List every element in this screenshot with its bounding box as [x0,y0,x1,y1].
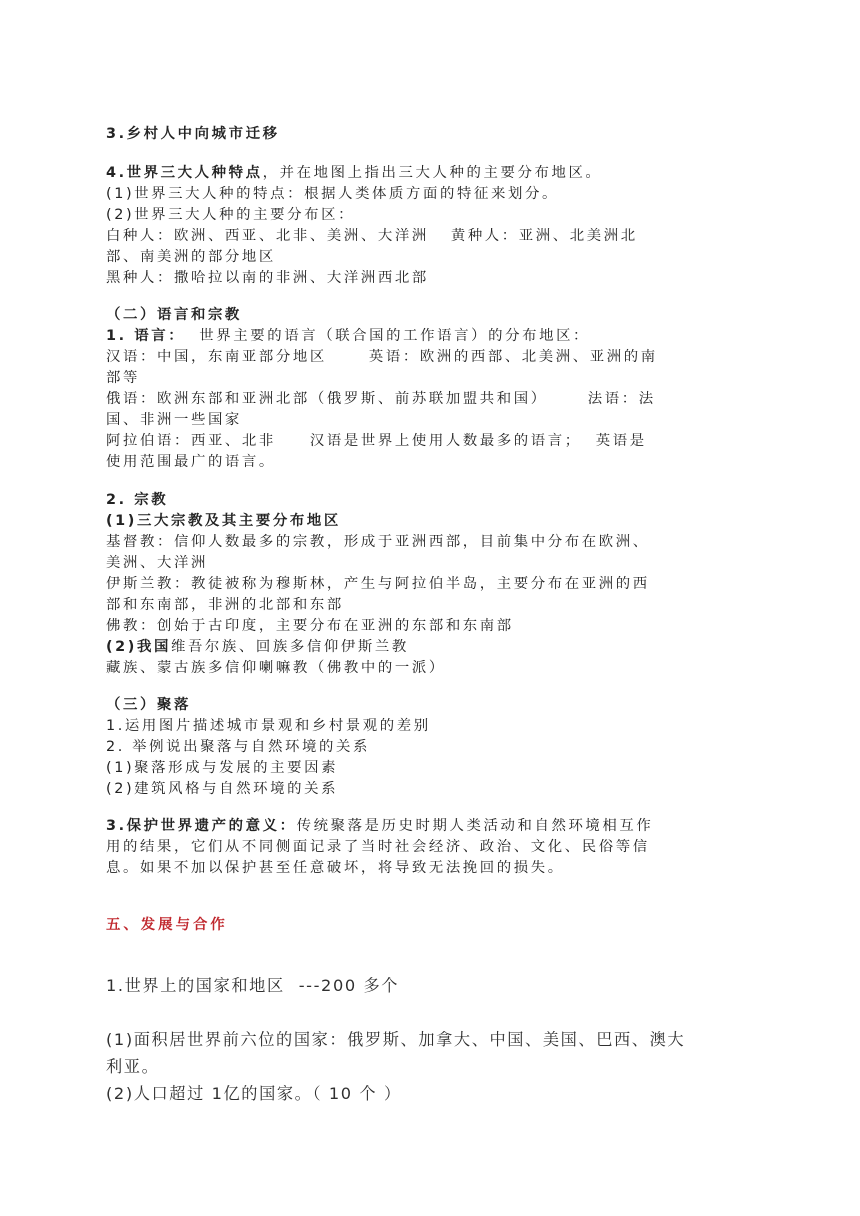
text-french: 法语：法 [587,391,656,407]
text-settlement-4: (2)建筑风格与自然环境的关系 [106,781,339,797]
heading-countries: 1.世界上的国家和地区 [106,976,285,995]
paragraph-heritage [106,816,756,836]
heading-language-religion: （二）语言和宗教 [106,307,242,323]
text-english-cont: 部等 [106,370,140,386]
paragraph-races-intro [106,163,756,183]
paragraph-countries [106,974,756,998]
text-most-used: 汉语是世界上使用人数最多的语言； [309,433,582,449]
heading-three-races: 4.世界三大人种特点 [106,165,263,181]
heading-three-religions: (1)三大宗教及其主要分布地区 [106,513,341,529]
text-heritage-2: 用的结果，它们从不同侧面记录了当时社会经济、政治、文化、民俗等信 [106,839,650,855]
text-races-task: ，并在地图上指出三大人种的主要分布地区。 [262,165,603,181]
heading-language: 1. 语言： [106,328,186,344]
paragraph-language [106,326,756,346]
text-white-yellow-race [106,226,756,246]
text-settlement-1: 1.运用图片描述城市景观和乡村景观的差别 [106,718,431,734]
text-islam-cont: 部和东南部，非洲的北部和东部 [106,597,344,613]
text-arabic-region: 阿拉伯语：西亚、北非 [106,433,276,449]
heading-settlements: （三）聚落 [106,697,191,713]
text-chinese: 汉语：中国，东南亚部分地区 [106,349,327,365]
text-english: 英语：欧洲的西部、北美洲、亚洲的南 [368,349,658,365]
text-country-count: ---200 多个 [298,976,400,995]
text-russian-french [106,389,756,409]
text-french-cont: 国、非洲一些国家 [106,412,242,428]
text-populous-countries: (2)人口超过 1亿的国家。（ 10 个 ） [106,1084,402,1103]
text-buddhism: 佛教：创始于古印度，主要分布在亚洲的东部和东南部 [106,618,514,634]
text-yellow-race: 黄种人：亚洲、北美洲北 [450,228,638,244]
text-heritage-3: 息。如果不加以保护甚至任意破坏，将导致无法挽回的损失。 [106,860,565,876]
text-black-race: 黑种人：撒哈拉以南的非洲、大洋洲西北部 [106,270,429,286]
heading-religion: 2. 宗教 [106,492,169,508]
text-chinese-english [106,347,756,367]
text-settlement-2: 2. 举例说出聚落与自然环境的关系 [106,739,370,755]
heading-rural-migration: 3.乡村人中向城市迁移 [106,126,280,142]
text-widest: 英语是 [595,433,647,449]
text-christianity-cont: 美洲、大洋洲 [106,555,208,571]
heading-heritage: 3.保护世界遗产的意义： [106,818,297,834]
text-heritage-1: 传统聚落是历史时期人类活动和自然环境相互作 [296,818,654,834]
text-arabic [106,431,756,451]
paragraph-china-religion [106,637,756,657]
text-islam: 伊斯兰教：教徒被称为穆斯林，产生与阿拉伯半岛，主要分布在亚洲的西 [106,576,650,592]
text-china-lamaism: 藏族、蒙古族多信仰喇嘛教（佛教中的一派） [106,660,446,676]
text-race-distribution: (2)世界三大人种的主要分布区： [106,207,356,223]
text-russian: 俄语：欧洲东部和亚洲北部（俄罗斯、前苏联加盟共和国） [106,391,548,407]
text-white-race: 白种人：欧洲、西亚、北非、美洲、大洋洲 [106,228,429,244]
text-largest-countries: (1)面积居世界前六位的国家：俄罗斯、加拿大、中国、美国、巴西、澳大 [106,1030,686,1049]
text-race-features: (1)世界三大人种的特点：根据人类体质方面的特征来划分。 [106,186,559,202]
heading-china: (2)我国 [106,639,171,655]
text-china-islam: 维吾尔族、回族多信仰伊斯兰教 [170,639,409,655]
text-language-intro: 世界主要的语言（联合国的工作语言）的分布地区： [199,328,591,344]
text-widest-cont: 使用范围最广的语言。 [106,454,276,470]
text-christianity: 基督教：信仰人数最多的宗教，形成于亚洲西部，目前集中分布在欧洲、 [106,534,650,550]
text-settlement-3: (1)聚落形成与发展的主要因素 [106,760,339,776]
text-largest-countries-cont: 利亚。 [106,1057,160,1076]
text-yellow-race-cont: 部、南美洲的部分地区 [106,249,276,265]
heading-development-cooperation: 五、发展与合作 [106,917,228,933]
